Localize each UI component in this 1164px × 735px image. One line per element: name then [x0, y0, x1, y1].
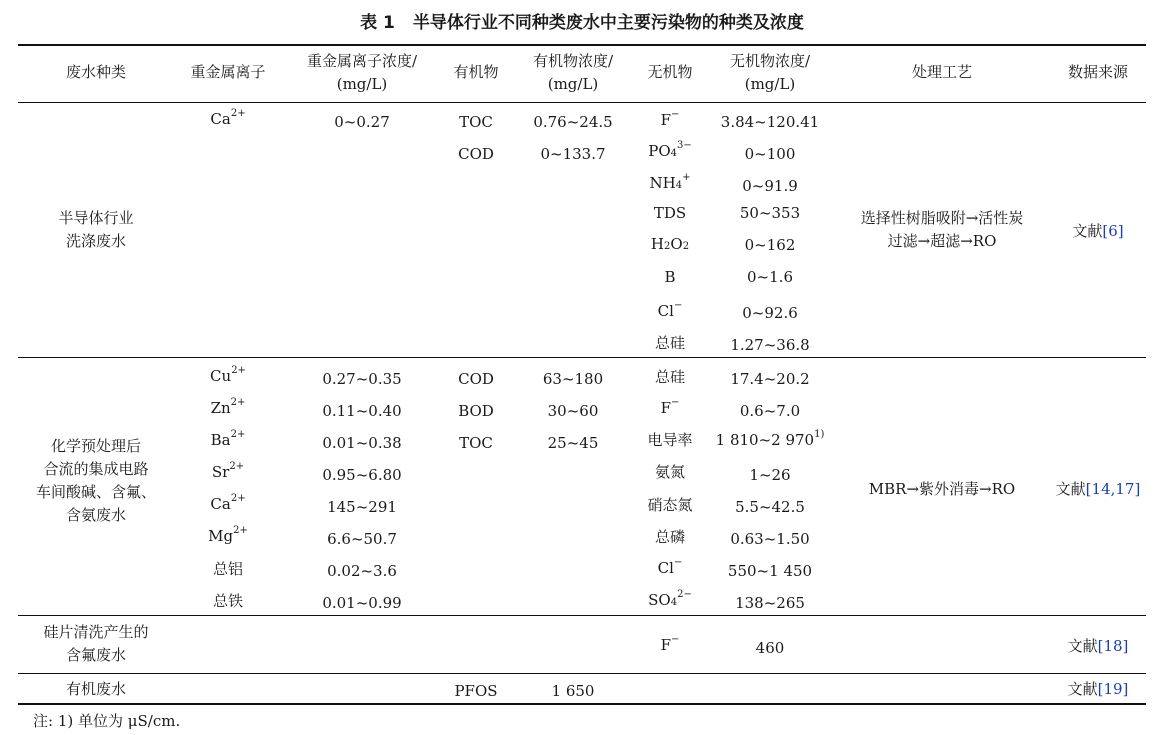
group-divider — [18, 357, 1146, 358]
citation-link[interactable]: [19] — [1097, 680, 1129, 698]
table-caption — [0, 8, 1164, 33]
inorganic-name: 总磷 — [654, 528, 686, 546]
process-cell: 选择性树脂吸附→活性炭 过滤→超滤→RO — [860, 209, 1024, 250]
inorganic-name: 总硅 — [654, 334, 686, 352]
inorganic-name: 氨氮 — [654, 463, 686, 481]
organic-name: BOD — [458, 402, 494, 420]
header-organic-conc: 有机物浓度/ (mg/L) — [532, 52, 614, 93]
heavy-metal-conc: 6.6~50.7 — [327, 530, 397, 548]
inorganic-name: $NH_4^+$ — [649, 172, 691, 192]
inorganic-name: 硝态氮 — [647, 496, 693, 514]
heavy-metal-ion: $Mg^{2+}$ — [208, 525, 248, 545]
organic-conc: 1 650 — [551, 682, 595, 700]
inorganic-name: 电导率 — [647, 431, 693, 449]
organic-conc: 0~133.7 — [540, 145, 606, 163]
wastewater-type-cell: 硅片清洗产生的 含氟废水 — [43, 623, 149, 664]
inorganic-name: Cl− — [657, 300, 683, 320]
inorganic-conc: 1 810~2 970$^{1)}$ — [715, 429, 825, 449]
inorganic-conc: 0~92.6 — [742, 304, 798, 322]
header-heavy-metal-conc: 重金属离子浓度/ (mg/L) — [306, 52, 418, 93]
inorganic-name: Cl− — [657, 557, 683, 577]
header-organic: 有机物 — [453, 63, 499, 81]
heavy-metal-ion: $Zn^{2+}$ — [210, 397, 246, 417]
wastewater-type-cell: 有机废水 — [65, 680, 127, 698]
wastewater-type-cell: 半导体行业 洗涤废水 — [58, 209, 134, 250]
citation-link[interactable]: [14,17] — [1085, 480, 1141, 498]
heavy-metal-conc: 0.02~3.6 — [327, 562, 397, 580]
inorganic-name: $H_2O_2$ — [650, 235, 690, 253]
organic-name: PFOS — [454, 682, 498, 700]
inorganic-conc: 550~1 450 — [727, 562, 813, 580]
heavy-metal-ion: $Ca^{2+}$ — [210, 493, 246, 513]
inorganic-conc: 0~1.6 — [747, 268, 793, 286]
inorganic-conc: 1.27~36.8 — [730, 336, 810, 354]
organic-conc: 25~45 — [547, 434, 599, 452]
header-heavy-metal-ion: 重金属离子 — [190, 63, 266, 81]
header-inorganic-conc: 无机物浓度/ (mg/L) — [729, 52, 811, 93]
inorganic-conc: 0~162 — [744, 236, 796, 254]
inorganic-conc: 0~91.9 — [742, 177, 798, 195]
heavy-metal-ion: $Sr^{2+}$ — [211, 461, 245, 481]
bottom-rule — [18, 703, 1146, 705]
inorganic-name: $SO_4^{2-}$ — [648, 589, 692, 609]
inorganic-name: F− — [660, 634, 680, 654]
header-source: 数据来源 — [1067, 63, 1129, 81]
heavy-metal-ion: $Ca^{2+}$ — [210, 108, 246, 128]
organic-name: TOC — [459, 434, 493, 452]
inorganic-conc: 0.6~7.0 — [739, 402, 801, 420]
citation-link[interactable]: [6] — [1102, 222, 1124, 240]
inorganic-conc: 138~265 — [735, 594, 805, 612]
heavy-metal-conc: 0.11~0.40 — [322, 402, 402, 420]
heavy-metal-ion: 总铝 — [212, 560, 244, 578]
inorganic-conc: 50~353 — [739, 204, 801, 222]
inorganic-conc: 17.4~20.2 — [730, 370, 810, 388]
heavy-metal-conc: 0.01~0.99 — [322, 594, 402, 612]
heavy-metal-conc: 0.01~0.38 — [322, 434, 402, 452]
inorganic-conc: 1~26 — [749, 466, 791, 484]
organic-name: TOC — [459, 113, 493, 131]
heavy-metal-conc: 145~291 — [327, 498, 397, 516]
table-number: 表 1 — [360, 13, 395, 33]
group-divider — [18, 615, 1146, 616]
heavy-metal-conc: 0.27~0.35 — [322, 370, 402, 388]
group-divider — [18, 673, 1146, 674]
table-footnote: 注: 1) 单位为 μS/cm. — [33, 712, 181, 730]
inorganic-conc: 5.5~42.5 — [735, 498, 805, 516]
source-cell: 文献[6] — [1072, 222, 1124, 240]
organic-name: COD — [458, 145, 494, 163]
heavy-metal-ion: $Cu^{2+}$ — [210, 365, 246, 385]
organic-name: COD — [458, 370, 494, 388]
inorganic-name: F− — [660, 397, 680, 417]
source-cell: 文献[19] — [1067, 680, 1129, 698]
header-process: 处理工艺 — [911, 63, 973, 81]
inorganic-name: 总硅 — [654, 368, 686, 386]
source-cell: 文献[18] — [1067, 637, 1129, 655]
heavy-metal-conc: 0~0.27 — [334, 113, 390, 131]
inorganic-name: $PO_4^{3-}$ — [648, 140, 692, 160]
header-wastewater-type: 废水种类 — [65, 63, 127, 81]
process-cell: MBR→紫外消毒→RO — [868, 480, 1016, 498]
source-cell: 文献[14,17] — [1055, 480, 1141, 498]
table-title: 半导体行业不同种类废水中主要污染物的种类及浓度 — [412, 13, 804, 33]
inorganic-conc: 460 — [755, 639, 785, 657]
heavy-metal-ion: 总铁 — [212, 592, 244, 610]
citation-link[interactable]: [18] — [1097, 637, 1129, 655]
header-rule — [18, 102, 1146, 103]
heavy-metal-ion: $Ba^{2+}$ — [210, 429, 246, 449]
top-rule — [18, 44, 1146, 46]
organic-conc: 0.76~24.5 — [533, 113, 613, 131]
heavy-metal-conc: 0.95~6.80 — [322, 466, 402, 484]
inorganic-conc: 0~100 — [744, 145, 796, 163]
inorganic-conc: 3.84~120.41 — [720, 113, 820, 131]
inorganic-name: B — [664, 268, 676, 286]
organic-conc: 63~180 — [542, 370, 604, 388]
inorganic-conc: 0.63~1.50 — [730, 530, 810, 548]
header-inorganic: 无机物 — [647, 63, 693, 81]
inorganic-name: TDS — [653, 204, 687, 222]
wastewater-type-cell: 化学预处理后 合流的集成电路 车间酸碱、含氟、 含氨废水 — [35, 437, 157, 524]
inorganic-name: F− — [660, 109, 680, 129]
organic-conc: 30~60 — [547, 402, 599, 420]
